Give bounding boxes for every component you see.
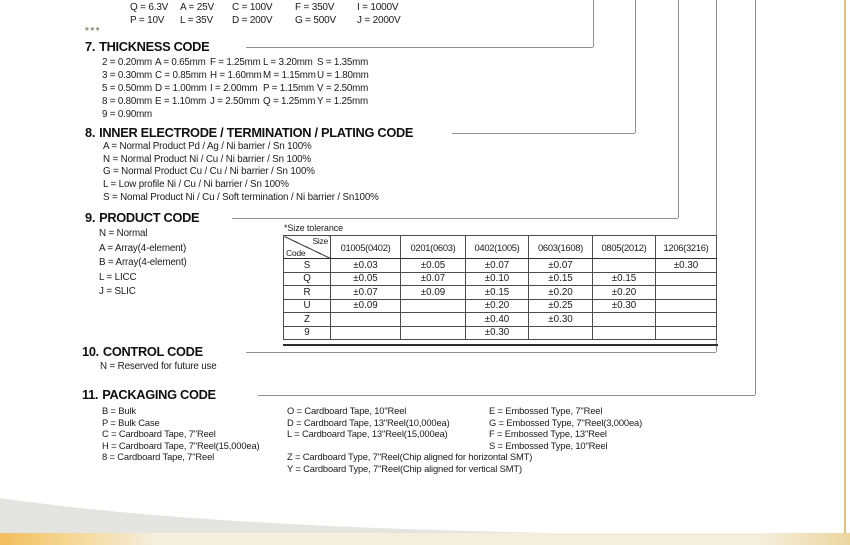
code-cell: U — [284, 299, 331, 313]
packaging-item: 8 = Cardboard Tape, 7"Reel — [102, 451, 215, 462]
plating-item: N = Normal Product Ni / Cu / Ni barrier / Sn 100% — [103, 153, 311, 165]
tolerance-cell: ±0.09 — [331, 299, 401, 313]
section7-bracket-line — [593, 0, 594, 47]
tolerance-cell: ±0.07 — [331, 286, 401, 300]
corner-size-label: Size — [312, 236, 328, 246]
thickness-item: P = 1.15mm — [263, 83, 314, 95]
tolerance-cell — [401, 313, 466, 327]
voltage-item: J = 2000V — [357, 15, 401, 26]
code-cell: Z — [284, 313, 331, 327]
tolerance-cell: ±0.15 — [466, 286, 529, 300]
tolerance-cell: ±0.15 — [529, 272, 593, 286]
product-item: A = Array(4-element) — [99, 242, 187, 254]
thickness-item: H = 1.60mm — [210, 70, 262, 82]
tolerance-cell: ±0.30 — [466, 326, 529, 340]
packaging-item: Z = Cardboard Type, 7"Reel(Chip aligned for horizontal SMT) — [287, 451, 533, 462]
packaging-item: H = Cardboard Tape, 7"Reel(15,000ea) — [102, 439, 260, 451]
table-row — [284, 299, 717, 313]
thickness-item: J = 2.50mm — [210, 96, 260, 108]
product-item: B = Array(4-element) — [99, 257, 187, 268]
table-row — [284, 286, 717, 300]
section11-bracket-line — [755, 0, 756, 395]
packaging-item: D = Cardboard Tape, 13"Reel(10,000ea) — [287, 416, 450, 428]
section8-heading — [85, 125, 413, 140]
tolerance-cell: ±0.40 — [466, 313, 529, 327]
tolerance-cell — [331, 313, 401, 327]
section7-title: THICKNESS CODE — [99, 39, 210, 54]
tolerance-cell: ±0.20 — [466, 299, 529, 313]
section10-heading — [82, 344, 203, 359]
thickness-item: U = 1.80mm — [317, 70, 369, 82]
thickness-item: M = 1.15mm — [263, 70, 316, 82]
thickness-item: 3 = 0.30mm — [102, 70, 153, 82]
tolerance-cell: ±0.15 — [593, 272, 656, 286]
packaging-item: E = Embossed Type, 7"Reel — [489, 405, 603, 416]
section7-rule — [246, 47, 593, 48]
section10-title: CONTROL CODE — [102, 344, 203, 359]
tolerance-cell: ±0.30 — [656, 259, 717, 273]
code-cell: R — [284, 286, 331, 300]
packaging-item: S = Embossed Type, 10"Reel — [489, 439, 608, 451]
size-tolerance-label: *Size tolerance — [284, 223, 344, 233]
tolerance-cell — [593, 326, 656, 340]
section9-title: PRODUCT CODE — [99, 210, 200, 225]
tolerance-cell: ±0.05 — [401, 259, 466, 273]
packaging-item: O = Cardboard Tape, 10"Reel — [287, 405, 407, 416]
table-corner-cell — [284, 236, 331, 259]
plating-code-list — [103, 141, 379, 205]
tolerance-cell — [593, 313, 656, 327]
thickness-item: S = 1.35mm — [317, 57, 369, 68]
thickness-item: F = 1.25mm — [210, 57, 261, 68]
thickness-item: Y = 1.25mm — [317, 96, 368, 108]
table-row — [284, 259, 717, 273]
plating-item: L = Low profile Ni / Cu / Ni barrier / Sn 100% — [103, 179, 289, 191]
thickness-item: 5 = 0.50mm — [102, 83, 153, 95]
corner-code-label: Code — [286, 248, 306, 258]
section10-rule — [246, 352, 716, 353]
section11-rule — [258, 395, 755, 396]
product-code-list — [99, 227, 187, 300]
product-item: J = SLIC — [99, 286, 136, 297]
packaging-item: P = Bulk Case — [102, 416, 160, 428]
packaging-item: Y = Cardboard Type, 7"Reel(Chip aligned for vertical SMT) — [287, 462, 522, 474]
product-item: L = LICC — [99, 271, 137, 283]
size-column-header: 0402(1005) — [466, 236, 529, 259]
tolerance-cell — [656, 326, 717, 340]
packaging-item: F = Embossed Type, 13"Reel — [489, 428, 607, 439]
section10-number: 10. — [82, 344, 99, 359]
thickness-item: A = 0.65mm — [155, 57, 206, 68]
tolerance-cell: ±0.09 — [401, 286, 466, 300]
control-code-list — [100, 361, 217, 373]
tolerance-cell — [593, 259, 656, 273]
thickness-item: V = 2.50mm — [317, 83, 369, 95]
section11-heading — [82, 387, 216, 402]
code-cell: S — [284, 259, 331, 273]
tolerance-cell — [656, 299, 717, 313]
product-item: N = Normal — [99, 228, 148, 239]
thickness-item: I = 2.00mm — [210, 83, 258, 95]
size-tolerance-table — [283, 235, 717, 340]
size-column-header: 0805(2012) — [593, 236, 656, 259]
section8-bracket-line — [635, 0, 636, 133]
packaging-column-1 — [102, 405, 260, 463]
size-column-header: 0603(1608) — [529, 236, 593, 259]
packaging-item: L = Cardboard Tape, 13"Reel(15,000ea) — [287, 428, 448, 439]
thickness-item — [263, 108, 317, 121]
section9-bracket-line — [678, 0, 679, 218]
packaging-item: C = Cardboard Tape, 7"Reel — [102, 428, 216, 439]
voltage-item: L = 35V — [180, 15, 213, 26]
size-column-header: 01005(0402) — [331, 236, 401, 259]
packaging-item: B = Bulk — [102, 405, 136, 416]
tolerance-cell — [401, 326, 466, 340]
table-bottom-line — [283, 344, 718, 346]
voltage-item: F = 350V — [295, 2, 335, 13]
thickness-item — [317, 108, 369, 121]
section9-rule — [232, 218, 678, 219]
control-item: N = Reserved for future use — [100, 361, 217, 372]
section7-heading — [85, 39, 209, 54]
table-row — [284, 326, 717, 340]
section11-number: 11. — [82, 387, 99, 402]
plating-item: A = Normal Product Pd / Ag / Ni barrier / Sn 100% — [103, 141, 312, 152]
tolerance-cell: ±0.07 — [529, 259, 593, 273]
tolerance-cell: ±0.20 — [529, 286, 593, 300]
tolerance-cell: ±0.30 — [593, 299, 656, 313]
footer-strip-gold-left — [0, 533, 155, 545]
tolerance-cell: ±0.07 — [401, 272, 466, 286]
table-row — [284, 272, 717, 286]
thickness-item: C = 0.85mm — [155, 70, 207, 82]
voltage-item: P = 10V — [130, 15, 165, 26]
voltage-item: Q = 6.3V — [130, 2, 169, 13]
tolerance-cell: ±0.03 — [331, 259, 401, 273]
size-column-header: 0201(0603) — [401, 236, 466, 259]
section8-number: 8. — [85, 125, 96, 140]
packaging-column-3 — [489, 405, 642, 451]
tolerance-cell: ±0.05 — [331, 272, 401, 286]
footer-strip-gold-right — [760, 533, 850, 545]
thickness-item: 8 = 0.80mm — [102, 96, 153, 108]
tolerance-cell: ±0.10 — [466, 272, 529, 286]
page-right-edge-line — [844, 0, 846, 533]
tolerance-cell — [401, 299, 466, 313]
tolerance-cell: ±0.25 — [529, 299, 593, 313]
table-header-row — [284, 236, 717, 259]
code-cell: Q — [284, 272, 331, 286]
packaging-item: G = Embossed Type, 7"Reel(3,000ea) — [489, 416, 643, 428]
thickness-item — [155, 108, 210, 121]
plating-item: G = Normal Product Cu / Cu / Ni barrier / Sn 100% — [103, 166, 315, 178]
tolerance-cell: ±0.07 — [466, 259, 529, 273]
thickness-item: 9 = 0.90mm — [102, 109, 153, 121]
section11-title: PACKAGING CODE — [102, 387, 216, 402]
section8-rule — [452, 133, 635, 134]
tolerance-cell — [656, 272, 717, 286]
footnote-stars: *** — [85, 26, 102, 37]
voltage-item: A = 25V — [180, 2, 214, 13]
thickness-code-list — [102, 56, 369, 121]
tolerance-cell: ±0.20 — [593, 286, 656, 300]
table-row — [284, 313, 717, 327]
thickness-item — [210, 108, 263, 121]
tolerance-cell — [656, 313, 717, 327]
tolerance-cell — [529, 326, 593, 340]
thickness-item: E = 1.10mm — [155, 96, 207, 108]
size-column-header: 1206(3216) — [656, 236, 717, 259]
section7-number: 7. — [85, 39, 96, 54]
voltage-item: D = 200V — [232, 15, 273, 26]
voltage-item: C = 100V — [232, 2, 273, 13]
voltage-item: I = 1000V — [357, 2, 399, 13]
tolerance-cell — [331, 326, 401, 340]
plating-item: S = Nomal Product Ni / Cu / Soft termination / Ni barrier / Sn100% — [103, 191, 379, 203]
code-cell: 9 — [284, 326, 331, 340]
voltage-item: G = 500V — [295, 15, 336, 26]
thickness-item: Q = 1.25mm — [263, 96, 316, 108]
section8-title: INNER ELECTRODE / TERMINATION / PLATING CODE — [99, 125, 414, 140]
thickness-item: D = 1.00mm — [155, 83, 207, 95]
thickness-item: L = 3.20mm — [263, 57, 313, 68]
section9-heading — [85, 210, 199, 225]
voltage-code-list — [130, 1, 401, 27]
thickness-item: 2 = 0.20mm — [102, 57, 153, 68]
tolerance-cell: ±0.30 — [529, 313, 593, 327]
tolerance-cell — [656, 286, 717, 300]
section9-number: 9. — [85, 210, 96, 225]
